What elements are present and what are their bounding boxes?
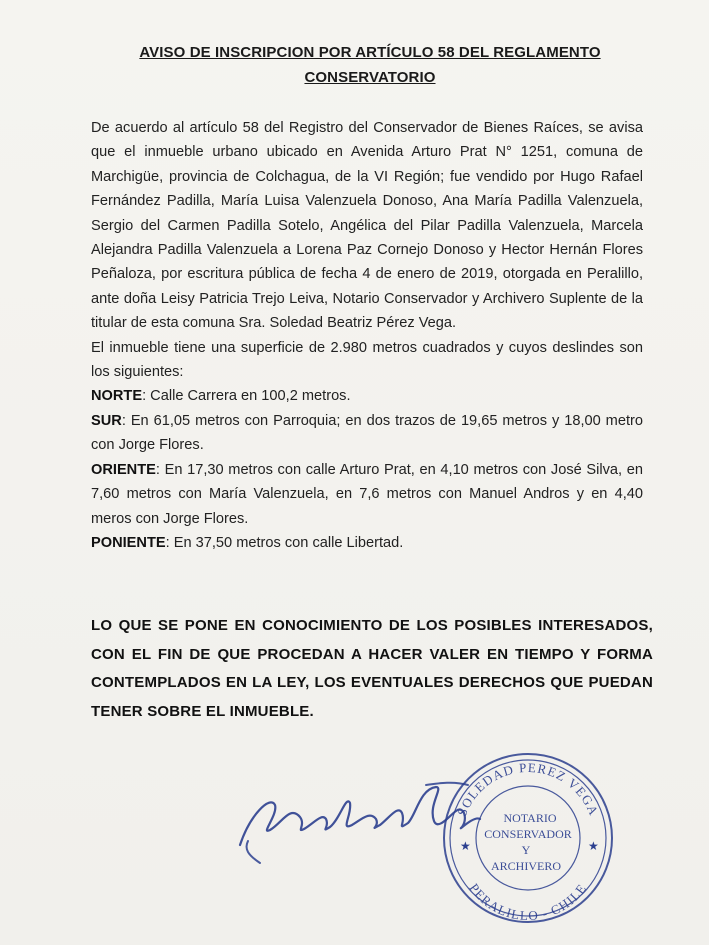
seal-line-notario: NOTARIO: [503, 811, 557, 825]
boundary-oriente: [91, 458, 643, 531]
seal-ring-top: [454, 760, 602, 818]
boundary-norte-label: NORTE: [91, 388, 143, 405]
seal-ring-top-text: SOLEDAD PEREZ VEGA: [454, 759, 602, 819]
seal-ring-bottom: [466, 881, 589, 924]
boundary-norte: [91, 384, 643, 408]
seal-ring-bottom-text: PERALILLO - CHILE: [466, 880, 590, 924]
closing-statement: LO QUE SE PONE EN CONOCIMIENTO DE LOS POSIBLES INTERESADOS, CON EL FIN DE QUE PROCEDAN A HACER VALER EN TIEMPO Y FORMA CONTEMPLADOS EN LA LEY, LOS EVENTUALES DERECHOS QUE PUEDAN TENER SOBRE EL INMUEBLE.: [91, 617, 653, 720]
document-body: [91, 116, 643, 555]
paragraph-notice: De acuerdo al artículo 58 del Registro del Conservador de Bienes Raíces, se avisa que el inmueble urbano ubicado en Avenida Arturo Prat N° 1251, comuna de Marchigüe, provincia de Colchagua, de la VI Región; fue vendido por Hugo Rafael Fernández Padilla, María Luisa Valenzuela Donoso, Ana María Padilla Valenzuela, Sergio del Carmen Padilla Sotelo, Angélica del Pilar Padilla Valenzuela, Marcela Alejandra Padilla Valenzuela a Lorena Paz Cornejo Donoso y Hector Hernán Flores Peñaloza, por escritura pública de fecha 4 de enero de 2019, otorgada en Peralillo, ante doña Leisy Patricia Trejo Leiva, Notario Conservador y Archivero Suplente de la titular de esta comuna Sra. Soledad Beatriz Pérez Vega.: [91, 120, 643, 332]
notary-seal: [440, 750, 615, 925]
seal-line-conservador: CONSERVADOR: [484, 827, 572, 841]
title-line-2: CONSERVATORIO: [304, 69, 436, 86]
boundary-poniente-text: : En 37,50 metros con calle Libertad.: [165, 534, 404, 551]
boundary-sur-label: SUR: [91, 412, 122, 429]
seal-line-y: Y: [521, 843, 531, 857]
boundary-oriente-text: : En 17,30 metros con calle Arturo Prat, en 4,10 metros con José Silva, en 7,60 metros con María Valenzuela, en 7,6 metros con Manuel Andros y en 4,40 meros con Jorge Flores.: [91, 461, 643, 527]
seal-star-left-icon: ★: [460, 839, 471, 853]
boundary-poniente-label: PONIENTE: [91, 534, 166, 551]
seal-star-right-icon: ★: [588, 839, 599, 853]
boundary-sur: [91, 409, 643, 458]
boundary-oriente-label: ORIENTE: [91, 461, 156, 478]
boundary-poniente: [91, 531, 643, 555]
seal-line-archivero: ARCHIVERO: [490, 859, 562, 873]
document-title: [90, 40, 650, 90]
title-line-1: AVISO DE INSCRIPCION POR ARTÍCULO 58 DEL REGLAMENTO: [139, 44, 601, 61]
boundary-sur-text: : En 61,05 metros con Parroquia; en dos trazos de 19,65 metros y 18,00 metro con Jorge Flores.: [91, 412, 643, 454]
paragraph-surface: El inmueble tiene una superficie de 2.980 metros cuadrados y cuyos deslindes son los siguientes:: [91, 339, 643, 381]
boundary-norte-text: : Calle Carrera en 100,2 metros.: [142, 388, 351, 405]
